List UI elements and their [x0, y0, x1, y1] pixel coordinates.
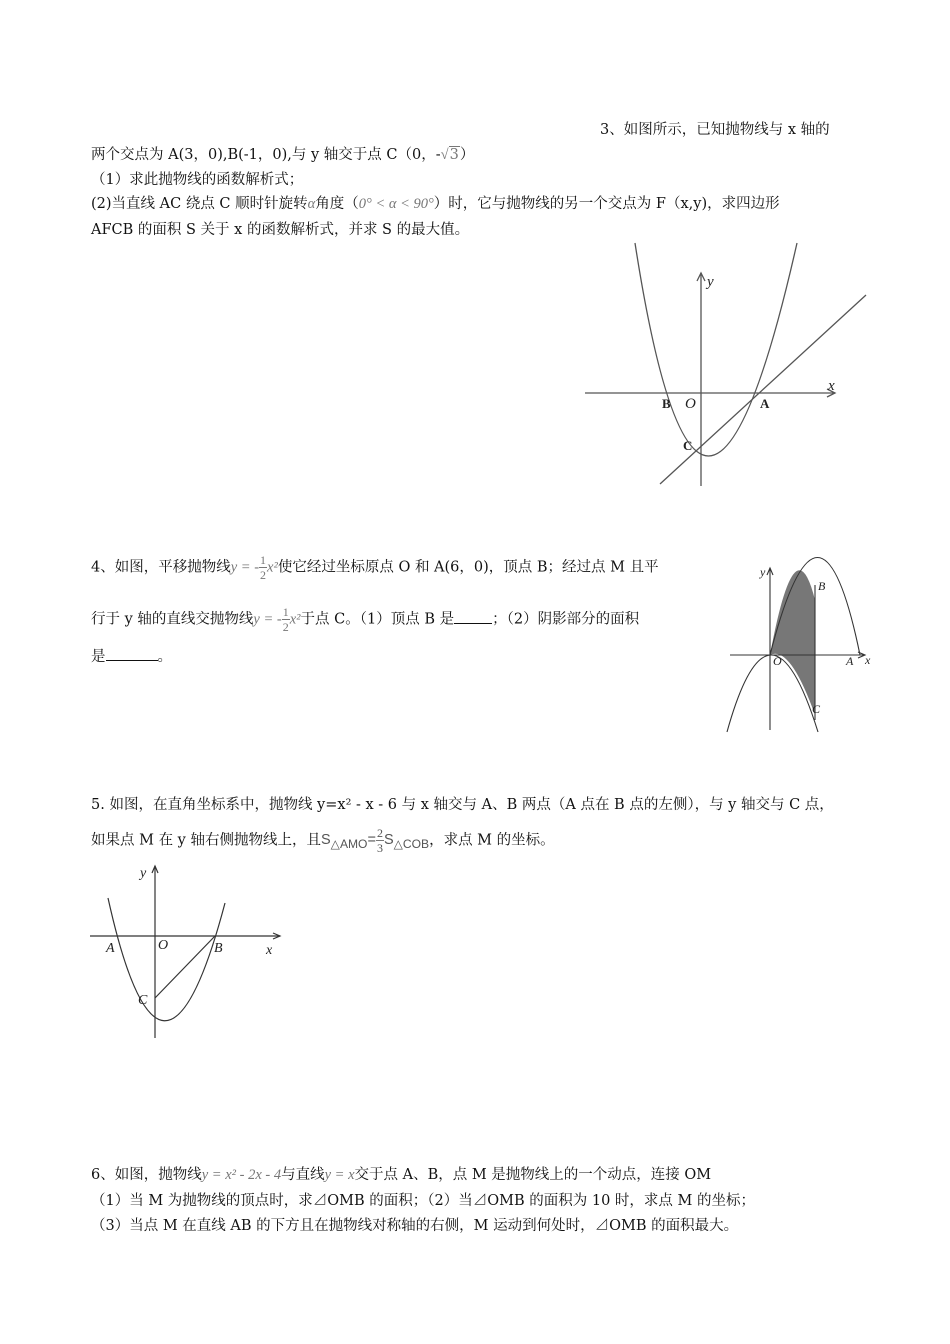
- q3-line4: [91, 194, 780, 214]
- blank-2: [106, 660, 158, 661]
- s2: S: [383, 832, 394, 849]
- label-a: A: [760, 396, 770, 411]
- label-b: B: [214, 941, 223, 956]
- label-x: x: [266, 943, 273, 958]
- eq-lhs-2: y = -: [253, 611, 282, 628]
- q6-line3: （3）当点 M 在直线 AB 的下方且在抛物线对称轴的右侧，M 运动到何处时，⊿OMB 的面积最大。: [91, 1218, 739, 1234]
- fraction: [259, 553, 267, 582]
- eq-rhs: x²: [267, 559, 278, 576]
- fraction-den: 2: [260, 568, 267, 582]
- q4-line2-mid: 于点 C。（1）顶点 B 是: [300, 611, 455, 628]
- angle-range: 0° < α < 90°: [358, 196, 434, 212]
- q4-line3-end: 。: [157, 649, 172, 665]
- q3-line2: [91, 145, 474, 165]
- label-c: C: [138, 993, 148, 1008]
- s2-sub: △COB: [393, 837, 430, 852]
- label-b: B: [662, 396, 671, 411]
- q5-line2: [91, 826, 555, 855]
- blank-1: [454, 623, 492, 624]
- q3-line4-mid: 角度（: [315, 196, 359, 212]
- q4-figure: [725, 560, 885, 735]
- label-o: O: [773, 654, 782, 668]
- fraction-den-q5: 3: [376, 841, 383, 855]
- q4-line1-text: 4、如图，平移抛物线: [91, 559, 231, 576]
- fraction-num-2: 1: [282, 605, 289, 619]
- area-expression: [320, 826, 430, 855]
- alpha-symbol: α: [307, 196, 316, 212]
- q5-line1: 5. 如图，在直角坐标系中，抛物线 y=x² - x - 6 与 x 轴交与 A、B 两点（A 点在 B 点的左侧），与 y 轴交与 C 点，: [91, 797, 834, 813]
- q3-line1: 3、如图所示，已知抛物线与 x 轴的: [600, 122, 830, 138]
- sqrt-value: 3: [449, 147, 459, 163]
- s1: S: [320, 832, 331, 849]
- label-a: A: [106, 941, 115, 956]
- q5-line2-text: 如果点 M 在 y 轴右侧抛物线上，且: [91, 832, 321, 849]
- fraction-num-q5: 2: [376, 826, 383, 840]
- q3-line5: AFCB 的面积 S 关于 x 的函数解析式，并求 S 的最大值。: [91, 222, 470, 238]
- line-equation: y = x: [324, 1167, 355, 1183]
- label-b: B: [818, 579, 826, 593]
- q5-figure: [88, 858, 298, 1043]
- q6-line2: （1）当 M 为抛物线的顶点时，求⊿OMB 的面积；（2）当⊿OMB 的面积为 10 时，求点 M 的坐标；: [91, 1193, 755, 1209]
- parabola-equation: y = x² - 2x - 4: [201, 1167, 282, 1183]
- q4-line3-text: 是: [91, 649, 106, 665]
- q4-line1-end: 使它经过坐标原点 O 和 A(6，0)，顶点 B；经过点 M 且平: [277, 559, 659, 576]
- q4-line1: [91, 553, 659, 582]
- fraction-den-2: 2: [282, 620, 289, 634]
- label-o: O: [158, 938, 169, 953]
- q5-line2-end: ，求点 M 的坐标。: [429, 832, 555, 849]
- label-a: A: [846, 654, 854, 668]
- label-y: y: [707, 274, 714, 290]
- fraction-num: 1: [260, 553, 267, 567]
- parabola: [108, 898, 225, 1021]
- fraction-q5: [376, 826, 384, 855]
- s1-sub: △AMO: [330, 837, 368, 852]
- q3-line4-end: ）时，它与抛物线的另一个交点为 F（x,y)，求四边形: [433, 196, 780, 212]
- label-x: x: [828, 378, 835, 394]
- label-y: y: [140, 866, 147, 881]
- fraction-2: [282, 605, 290, 634]
- q6-line1-text: 6、如图，抛物线: [91, 1167, 202, 1183]
- q3-figure: [580, 238, 880, 488]
- shaded-region: [770, 570, 815, 715]
- label-x: x: [865, 653, 871, 667]
- q4-line2: [91, 605, 639, 634]
- q6-line1: [91, 1165, 711, 1185]
- q6-line1-mid: 与直线: [281, 1167, 325, 1183]
- q4-line3: [91, 647, 172, 667]
- sqrt-sign: √: [440, 147, 449, 163]
- q6-line1-end: 交于点 A、B，点 M 是抛物线上的一个动点，连接 OM: [354, 1167, 712, 1183]
- q3-line4-text: (2)当直线 AC 绕点 C 顺时针旋转: [91, 196, 308, 212]
- parabola: [635, 243, 797, 456]
- label-o: O: [685, 396, 696, 412]
- q3-line3: （1）求此抛物线的函数解析式；: [91, 172, 304, 188]
- label-c: C: [683, 438, 693, 453]
- line-ac: [660, 295, 866, 484]
- label-c: C: [812, 702, 821, 716]
- eq-rhs-2: x²: [289, 611, 301, 628]
- eq-lhs: y = -: [230, 559, 260, 576]
- q4-line2-end: ；（2）阴影部分的面积: [492, 611, 640, 628]
- q3-line2-end: ）: [459, 147, 475, 163]
- label-y: y: [760, 565, 766, 579]
- q4-line2-text: 行于 y 轴的直线交抛物线: [91, 611, 254, 628]
- equals: =: [367, 832, 376, 849]
- q3-line2-text: 两个交点为 A(3，0),B(-1，0),与 y 轴交于点 C（0，-: [91, 147, 441, 163]
